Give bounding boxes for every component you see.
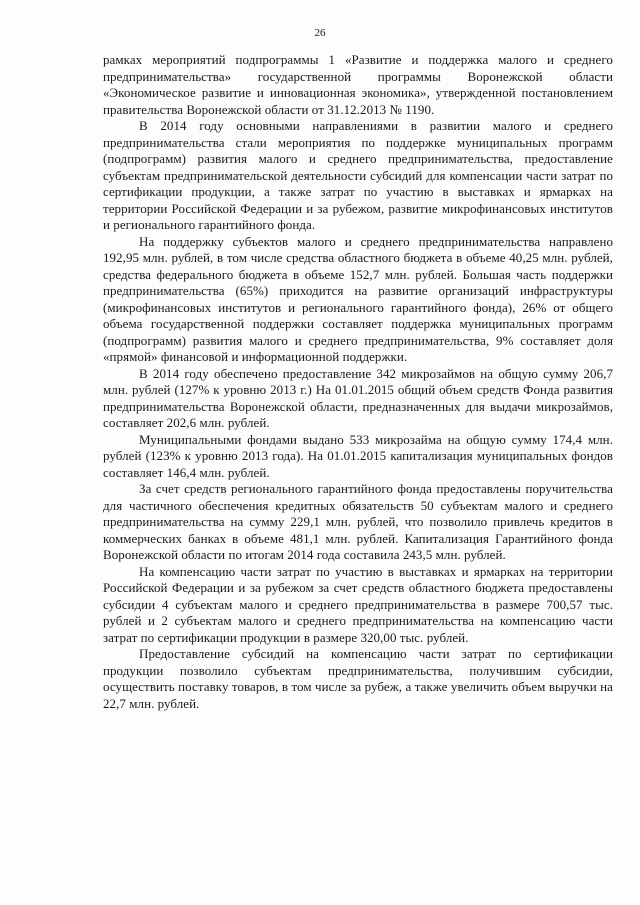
- paragraph-microloans: В 2014 году обеспечено предоставление 342 микрозаймов на общую сумму 206,7 млн. рублей (127% к уровню 2013 г.) На 01.01.2015 общий объем средств Фонда развития предпринимательства Воронежской области, предназначенных для выдачи микрозаймов, составляет 202,6 млн. рублей.: [103, 365, 613, 430]
- page-number: 26: [314, 27, 326, 39]
- paragraph-municipal-funds: Муниципальными фондами выдано 533 микрозайма на общую сумму 174,4 млн. рублей (123% к уровню 2013 года). На 01.01.2015 капитализация муниципальных фондов составляет 146,4 млн. рублей.: [103, 431, 613, 480]
- paragraph-certification-results: Предоставление субсидий на компенсацию части затрат по сертификации продукции позволило субъектам предпринимательства, получившим субсидии, осуществить поставку товаров, в том числе за рубеж, а также увеличить объем выручки на 22,7 млн. рублей.: [103, 646, 613, 711]
- body-text: [103, 52, 613, 712]
- paragraph-exhibitions-compensation: На компенсацию части затрат по участию в выставках и ярмарках на территории Российской Федерации и за рубежом за счет средств областного бюджета предоставлены субсидии 4 субъектам малого и среднего предпринимательства в размере 700,57 тыс. рублей и 2 субъектам малого и среднего предпринимательства на компенсацию части затрат по сертификации продукции в размере 320,00 тыс. рублей.: [103, 563, 613, 645]
- paragraph-main-directions: В 2014 году основными направлениями в развитии малого и среднего предпринимательства стали мероприятия по поддержке муниципальных программ (подпрограмм) развития малого и среднего предпринимательства, предоставление субъектам предпринимательской деятельности субсидий для компенсации части затрат по сертификации продукции, а также затрат по участию в выставках и ярмарках на территории Российской Федерации и за рубежом, развитие микрофинансовых институтов и регионального гарантийного фонда.: [103, 118, 613, 232]
- paragraph-guarantee-fund: За счет средств регионального гарантийного фонда предоставлены поручительства для частичного обеспечения кредитных обязательств 50 субъектам малого и среднего предпринимательства на сумму 229,1 млн. рублей, что позволило привлечь кредитов в коммерческих банках в объеме 481,1 млн. рублей. Капитализация Гарантийного фонда Воронежской области по итогам 2014 года составила 243,5 млн. рублей.: [103, 481, 613, 562]
- paragraph-subprogram-continuation: рамках мероприятий подпрограммы 1 «Развитие и поддержка малого и среднего предпринимательства» государственной программы Воронежской области «Экономическое развитие и инновационная экономика», утвержденной постановлением правительства Воронежской области от 31.12.2013 № 1190.: [103, 52, 613, 117]
- paragraph-support-funding: На поддержку субъектов малого и среднего предпринимательства направлено 192,95 млн. рублей, в том числе средства областного бюджета в объеме 40,25 млн. рублей, средства федерального бюджета в объеме 152,7 млн. рублей. Большая часть поддержки предпринимательства (65%) приходится на развитие организаций инфраструктуры (микрофинансовых институтов и регионального гарантийного фонда), 26% от общего объема государственной поддержки составляет поддержка муниципальных программ (подпрограмм) развития малого и среднего предпринимательства, 9% составляет доля «прямой» финансовой и информационной поддержки.: [103, 233, 613, 364]
